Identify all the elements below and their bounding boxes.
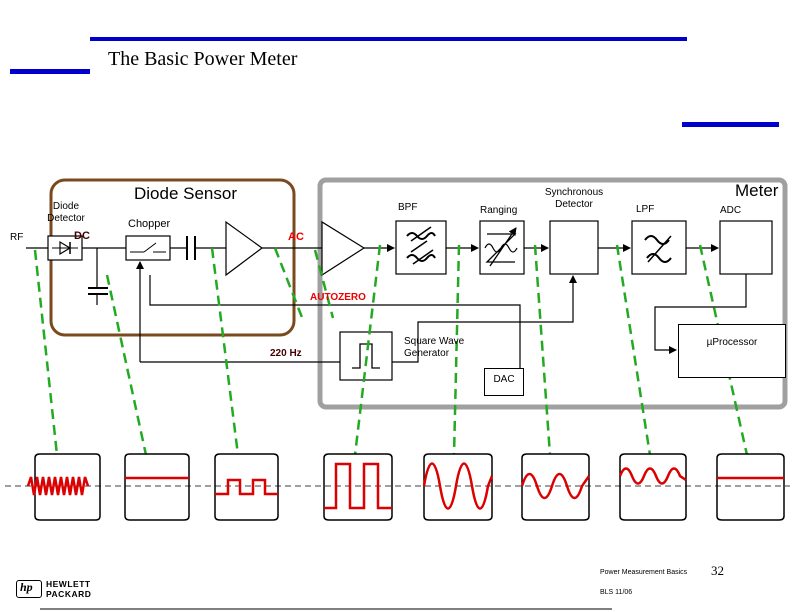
hp-logo-mark: hp (20, 580, 33, 594)
autozero-label: AUTOZERO (310, 292, 366, 303)
dc-label: DC (74, 230, 90, 242)
diode-detector-label: Diode Detector (47, 201, 85, 224)
page-number: 32 (711, 563, 724, 578)
chopper-label: Chopper (128, 218, 171, 230)
page-title: The Basic Power Meter (108, 48, 298, 70)
waveform-box (35, 454, 784, 520)
bpf-label: BPF (398, 202, 418, 213)
adc-block (720, 221, 772, 274)
synchronous-detector-block (550, 221, 598, 274)
footer-code: BLS 11/06 (600, 589, 633, 596)
sensor-amplifier (226, 222, 262, 275)
lpf-label: LPF (636, 204, 655, 215)
hz-220-label: 220 Hz (270, 348, 302, 359)
square-wave-generator-label: Square Wave Generator (404, 336, 465, 359)
bpf-block (396, 221, 446, 274)
dac-label: DAC (484, 368, 524, 396)
ac-label: AC (288, 231, 304, 243)
lpf-block (632, 221, 686, 274)
diode-sensor-title: Diode Sensor (134, 184, 238, 203)
meter-title: Meter (735, 181, 779, 200)
hp-logo-text: HEWLETT PACKARD (46, 579, 92, 599)
adc-label: ADC (720, 205, 742, 216)
footer-course: Power Measurement Basics (600, 569, 688, 576)
meter-amplifier (322, 222, 364, 275)
ranging-label: Ranging (480, 205, 518, 216)
ranging-block (480, 221, 524, 274)
synchronous-detector-label: Synchronous Detector (544, 187, 604, 210)
rf-label: RF (10, 232, 24, 243)
chopper (126, 236, 170, 260)
microprocessor-label: µProcessor (678, 324, 786, 378)
